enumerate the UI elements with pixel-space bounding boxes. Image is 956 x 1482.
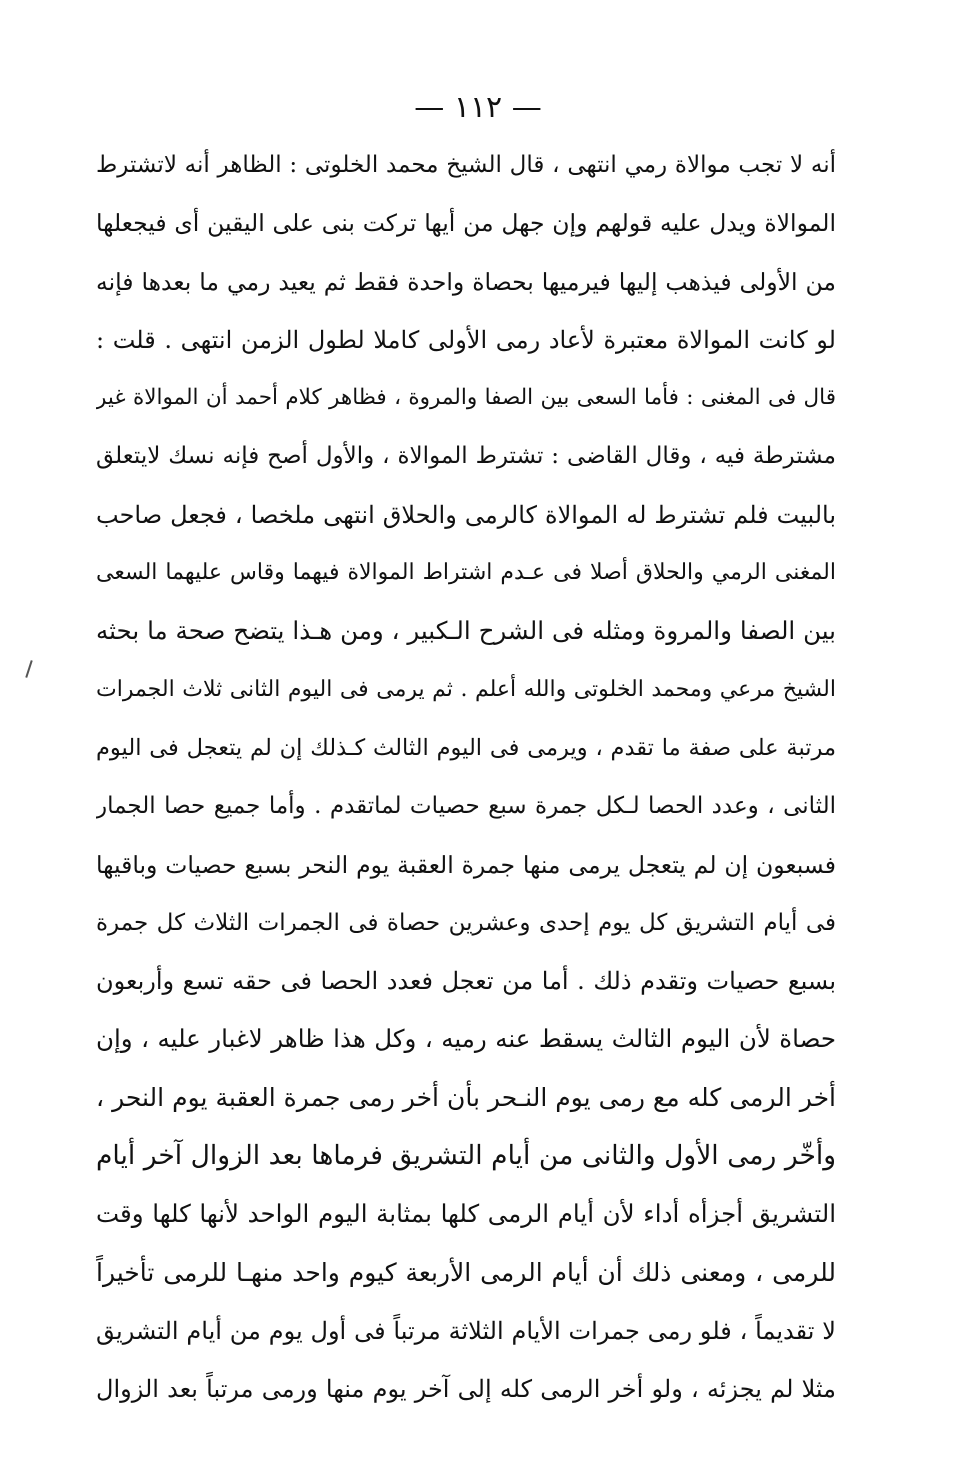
text-line: مثلا لم يجزئه ، ولو أخر الرمى كله إلى آخر يوم منها ورمى مرتباً بعد الزوال (96, 1375, 836, 1404)
text-line: قال فى المغنى : فأما السعى بين الصفا والمروة ، فظاهر كلام أحمد أن الموالاة غير (96, 385, 836, 411)
text-line: لا تقديماً ، فلو رمى جمرات الأيام الثلاثة مرتباً فى أول يوم من أيام التشريق (96, 1316, 836, 1345)
text-line: أنه لا تجب موالاة رمي انتهى ، قال الشيخ محمد الخلوتى : الظاهر أنه لاتشترط (96, 152, 836, 178)
text-line: أخر الرمى كله مع رمى يوم النـحر بأن أخر رمى جمرة العقبة يوم النحر ، (96, 1082, 836, 1112)
body-text (96, 136, 836, 1419)
text-line: الثانى ، وعدد الحصا لـكل جمرة سبع حصيات لماتقدم . وأما جميع حصا الجمار (96, 793, 836, 820)
text-line: لو كانت الموالاة معتبرة لأعاد رمى الأولى كاملا لطول الزمن انتهى . قلت : (96, 325, 836, 354)
text-line: للرمى ، ومعنى ذلك أن أيام الرمى الأربعة كيوم واحد منهـا للرمى تأخيراً (96, 1257, 836, 1287)
text-line: بين الصفا والمروة ومثله فى الشرح الـكبير ، ومن هـذا يتضح صحة ما بحثه (96, 616, 836, 646)
text-line: وأخّر رمى الأول والثانى من أيام التشريق فرماها بعد الزوال آخر أيام (96, 1140, 836, 1172)
text-line: مشترطة فيه ، وقال القاضى : تشترط الموالاة ، والأول أصح فإنه نسك لايتعلق (96, 443, 836, 470)
text-line: حصاة لأن اليوم الثالث يسقط عنه رميه ، وكل هذا ظاهر لاغبار عليه ، وإن (96, 1024, 836, 1054)
page-number: — ١١٢ — (414, 90, 542, 125)
text-line: بالبيت فلم تشترط له الموالاة كالرمى والحلاق انتهى ملخصا ، فجعل صاحب (96, 500, 836, 529)
text-line: من الأولى فيذهب إليها فيرميها بحصاة واحدة فقط ثم يعيد رمي ما بعدها فإنه (96, 267, 836, 296)
text-line: فسبعون إن لم يتعجل يرمى منها جمرة العقبة يوم النحر بسبع حصيات وباقيها (96, 850, 836, 879)
margin-mark (25, 660, 32, 678)
text-line: مرتبة على صفة ما تقدم ، ويرمى فى اليوم الثالث كـذلك إن لم يتعجل فى اليوم (96, 734, 836, 761)
text-line: الموالاة ويدل عليه قولهم وإن جهل من أيها تركت بنى على اليقين أى فيجعلها (96, 209, 836, 238)
text-line: الشيخ مرعي ومحمد الخلوتى والله أعلم . ثم يرمى فى اليوم الثانى ثلاث الجمرات (96, 676, 836, 702)
text-line: التشريق أجزأه أداء لأن أيام الرمى كلها بمثابة اليوم الواحد لأنها كلها وقت (96, 1199, 836, 1229)
text-line: بسبع حصيات وتقدم ذلك . أما من تعجل فعدد الحصا فى حقه تسع وأربعون (96, 967, 836, 996)
text-line: المغنى الرمي والحلاق أصلا فى عـدم اشتراط الموالاة فيهما وقاس عليهما السعى (96, 560, 836, 586)
text-line: فى أيام التشريق كل يوم إحدى وعشرين حصاة فى الجمرات الثلاث كل جمرة (96, 909, 836, 936)
